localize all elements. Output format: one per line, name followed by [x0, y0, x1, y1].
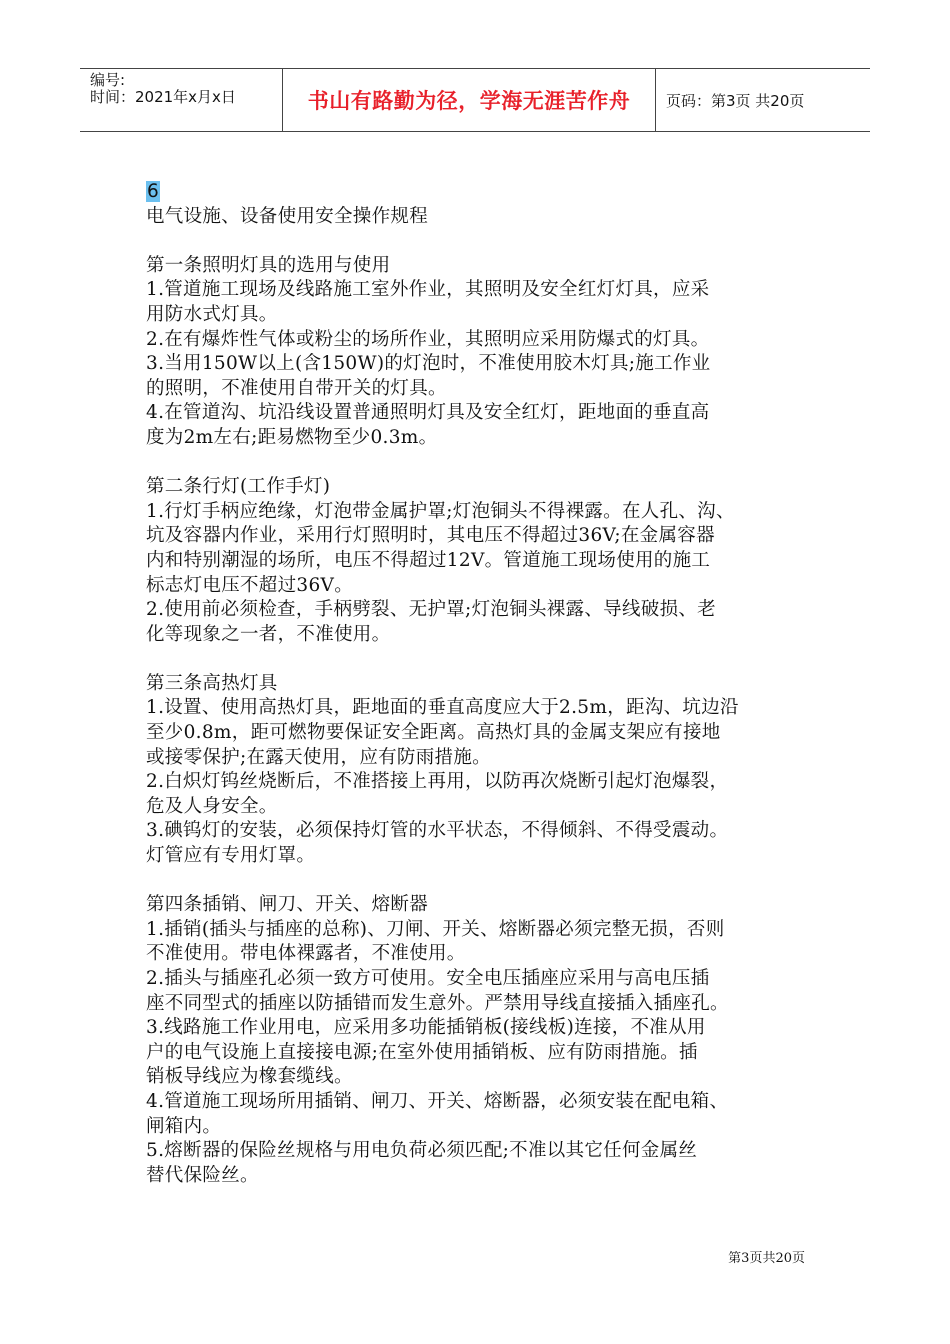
section-heading: 第三条高热灯具 [146, 672, 278, 694]
document-body [146, 180, 826, 1188]
section-2 [146, 475, 826, 647]
body-line: 或接零保护;在露天使用，应有防雨措施。 [146, 746, 491, 768]
body-line: 1.插销(插头与插座的总称)、刀闸、开关、熔断器必须完整无损，否则 [146, 918, 725, 940]
body-line: 2.在有爆炸性气体或粉尘的场所作业，其照明应采用防爆式的灯具。 [146, 328, 710, 350]
body-line: 度为2m左右;距易燃物至少0.3m。 [146, 426, 438, 448]
body-line: 内和特别潮湿的场所，电压不得超过12V。管道施工现场使用的施工 [146, 549, 711, 571]
body-line: 至少0.8m，距可燃物要保证安全距离。高热灯具的金属支架应有接地 [146, 722, 721, 744]
header-motto-cell [282, 69, 656, 131]
body-line: 化等现象之一者，不准使用。 [146, 623, 391, 645]
body-line: 3.当用150W以上(含150W)的灯泡时，不准使用胶木灯具;施工作业 [146, 353, 711, 375]
body-line: 3.线路施工作业用电，应采用多功能插销板(接线板)连接，不准从用 [146, 1017, 706, 1039]
header-page-cell [656, 69, 870, 131]
body-line: 替代保险丝。 [146, 1164, 259, 1186]
body-line: 2.使用前必须检查，手柄劈裂、无护罩;灯泡铜头裸露、导线破损、老 [146, 599, 716, 621]
body-line: 的照明，不准使用自带开关的灯具。 [146, 377, 447, 399]
body-line: 4.管道施工现场所用插销、闸刀、开关、熔断器，必须安装在配电箱、 [146, 1090, 729, 1112]
header-motto: 书山有路勤为径，学海无涯苦作舟 [307, 89, 631, 113]
section-marker: 6 [147, 181, 160, 202]
document-title: 电气设施、设备使用安全操作规程 [146, 205, 429, 227]
body-line: 2.插头与插座孔必须一致方可使用。安全电压插座应采用与高电压插 [146, 968, 710, 989]
body-line: 坑及容器内作业，采用行灯照明时，其电压不得超过36V;在金属容器 [146, 525, 715, 547]
page-footer [728, 1247, 805, 1266]
document-number-label: 编号: [90, 71, 126, 89]
body-line: 危及人身安全。 [146, 795, 278, 817]
body-line: 标志灯电压不超过36V。 [146, 574, 354, 596]
page-header [80, 68, 870, 132]
body-line: 4.在管道沟、坑沿线设置普通照明灯具及安全红灯，距地面的垂直高 [146, 402, 710, 424]
body-line: 闸箱内。 [146, 1115, 222, 1137]
section-heading: 第二条行灯(工作手灯) [146, 476, 331, 498]
body-line: 销板导线应为橡套缆线。 [146, 1066, 353, 1088]
body-line: 1.设置、使用高热灯具，距地面的垂直高度应大于2.5m，距沟、坑边沿 [146, 697, 739, 719]
body-line: 灯管应有专用灯罩。 [146, 845, 316, 867]
body-line: 1.管道施工现场及线路施工室外作业，其照明及安全红灯灯具，应采 [146, 279, 710, 301]
body-line: 2.白炽灯钨丝烧断后，不准搭接上再用，以防再次烧断引起灯泡爆裂， [146, 771, 729, 793]
section-heading: 第一条照明灯具的选用与使用 [146, 254, 391, 276]
section-3 [146, 672, 826, 869]
body-line: 不准使用。带电体裸露者，不准使用。 [146, 943, 466, 965]
footer-page-number: 第3页共20页 [728, 1251, 805, 1266]
body-line: 5.熔断器的保险丝规格与用电负荷必须匹配;不准以其它任何金属丝 [146, 1140, 698, 1162]
section-heading: 第四条插销、闸刀、开关、熔断器 [146, 894, 429, 916]
section-1 [146, 254, 826, 451]
body-line: 1.行灯手柄应绝缘，灯泡带金属护罩;灯泡铜头不得裸露。在人孔、沟、 [146, 500, 735, 522]
body-line: 用防水式灯具。 [146, 303, 278, 325]
document-time-label: 时间：2021年x月x日 [90, 88, 236, 106]
body-line: 3.碘钨灯的安装，必须保持灯管的水平状态，不得倾斜、不得受震动。 [146, 820, 729, 842]
body-line: 户的电气设施上直接接电源;在室外使用插销板、应有防雨措施。插 [146, 1041, 698, 1063]
header-page-code: 页码：第3页 共20页 [666, 91, 805, 110]
body-line: 座不同型式的插座以防插错而发生意外。严禁用导线直接插入插座孔。 [146, 992, 729, 1014]
section-4 [146, 893, 826, 1188]
header-left-cell [80, 69, 282, 131]
